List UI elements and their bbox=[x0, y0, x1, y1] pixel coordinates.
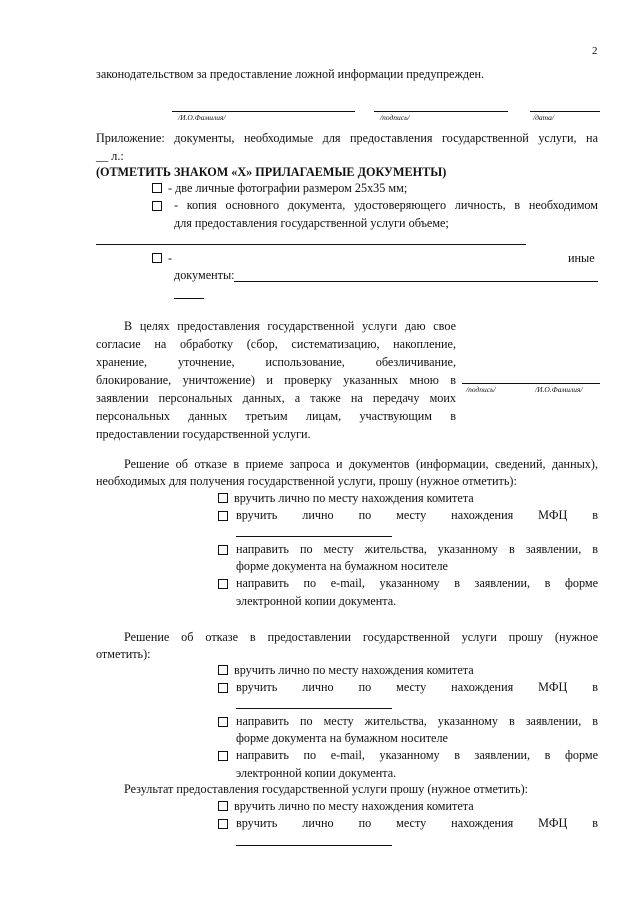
mfc-word-2: лично bbox=[302, 508, 334, 522]
s2-option-email[interactable] bbox=[218, 748, 234, 765]
s3-checkbox-mfc[interactable] bbox=[218, 819, 228, 829]
mfc-word-4: месту bbox=[396, 508, 427, 522]
checkbox-photos[interactable] bbox=[152, 183, 162, 193]
s2-option-post-line-1: направить по месту жительства, указанному в заявлении, в bbox=[236, 714, 598, 728]
mfc-word-6: МФЦ bbox=[538, 816, 568, 830]
fio-signature-line bbox=[172, 111, 355, 112]
s3-option-mfc-label bbox=[236, 815, 598, 832]
mfc-word-5: нахождения bbox=[451, 508, 514, 522]
consent-line-5: заявлении персональных данных, а также на передачу моих bbox=[96, 391, 456, 405]
attachment-line-2: __ л.: bbox=[96, 149, 124, 163]
s3-option-committee[interactable] bbox=[218, 798, 474, 815]
intro-line: законодательством за предоставление ложной информации предупрежден. bbox=[96, 67, 485, 81]
mfc-word-2: лично bbox=[302, 680, 334, 694]
other-docs-line-2 bbox=[174, 298, 204, 299]
date-caption: /дата/ bbox=[533, 113, 554, 122]
date-signature-line bbox=[530, 111, 600, 112]
consent-line-1: В целях предоставления государственной услуги даю свое bbox=[124, 319, 456, 333]
s1-option-email[interactable] bbox=[218, 576, 234, 593]
s3-option-mfc[interactable] bbox=[218, 816, 234, 833]
section1-line-1: Решение об отказе в приеме запроса и документов (информации, сведений, данных), bbox=[124, 457, 598, 471]
section2-line-1: Решение об отказе в предоставлении государственной услуги прошу (нужное bbox=[124, 630, 598, 644]
mfc-word-5: нахождения bbox=[451, 680, 514, 694]
s1-checkbox-email[interactable] bbox=[218, 579, 228, 589]
s1-checkbox-post[interactable] bbox=[218, 545, 228, 555]
s2-option-email-line-2: электронной копии документа. bbox=[236, 766, 397, 780]
s2-option-committee[interactable] bbox=[218, 662, 474, 679]
attachment-item-id-copy[interactable] bbox=[152, 198, 168, 215]
s2-checkbox-committee[interactable] bbox=[218, 665, 228, 675]
s1-option-post-line-2: форме документа на бумажном носителе bbox=[236, 559, 448, 573]
mfc-word-5: нахождения bbox=[451, 816, 514, 830]
s1-option-mfc[interactable] bbox=[218, 508, 234, 525]
s1-option-email-line-1: направить по e-mail, указанному в заявлении, в форме bbox=[236, 576, 598, 590]
s1-option-committee[interactable] bbox=[218, 490, 474, 507]
attachment-item-other-word: иные bbox=[568, 251, 595, 265]
other-docs-line bbox=[234, 281, 598, 282]
consent-line-6: персональных данных третьим лицам, участвующим в bbox=[96, 409, 456, 423]
checkbox-other[interactable] bbox=[152, 253, 162, 263]
consent-line-3: хранение, уточнение, использование, обезличивание, bbox=[96, 355, 456, 369]
attachment-blank-line bbox=[96, 244, 526, 245]
s1-option-email-line-2: электронной копии документа. bbox=[236, 594, 397, 608]
s2-checkbox-email[interactable] bbox=[218, 751, 228, 761]
s2-option-mfc-label bbox=[236, 679, 598, 696]
mfc-word-1: вручить bbox=[236, 508, 278, 522]
s3-option-committee-label: вручить лично по месту нахождения комитета bbox=[234, 799, 474, 813]
checkbox-id-copy[interactable] bbox=[152, 201, 162, 211]
s2-option-email-line-1: направить по e-mail, указанному в заявлении, в форме bbox=[236, 748, 598, 762]
fio-caption: /И.О.Фамилия/ bbox=[178, 113, 226, 122]
sign-caption: /подпись/ bbox=[380, 113, 410, 122]
mfc-word-3: по bbox=[358, 508, 372, 522]
mfc-word-4: месту bbox=[396, 680, 427, 694]
mfc-word-3: по bbox=[358, 680, 372, 694]
s1-option-committee-label: вручить лично по месту нахождения комитета bbox=[234, 491, 474, 505]
attachment-line-1: Приложение: документы, необходимые для предоставления государственной услуги, на bbox=[96, 131, 598, 145]
s1-option-post[interactable] bbox=[218, 542, 234, 559]
section2-line-2: отметить): bbox=[96, 647, 151, 661]
consent-line-7: предоставлении государственной услуги. bbox=[96, 427, 311, 441]
s2-option-post[interactable] bbox=[218, 714, 234, 731]
mfc-word-1: вручить bbox=[236, 816, 278, 830]
page-number: 2 bbox=[592, 45, 598, 57]
attachment-item-other-docs: документы: bbox=[174, 268, 235, 282]
s2-checkbox-post[interactable] bbox=[218, 717, 228, 727]
s1-checkbox-mfc[interactable] bbox=[218, 511, 228, 521]
attachment-item-id-copy-line-1: - копия основного документа, удостоверяющего личность, в необходимом bbox=[174, 198, 598, 212]
s2-checkbox-mfc[interactable] bbox=[218, 683, 228, 693]
s3-checkbox-committee[interactable] bbox=[218, 801, 228, 811]
attachment-item-other-dash: - bbox=[168, 251, 173, 265]
mfc-word-2: лично bbox=[302, 816, 334, 830]
s2-option-committee-label: вручить лично по месту нахождения комитета bbox=[234, 663, 474, 677]
mfc-word-7: в bbox=[592, 680, 598, 694]
consent-signature-line bbox=[462, 383, 600, 384]
attachment-item-photos[interactable] bbox=[152, 180, 407, 197]
attachment-item-photos-label: - две личные фотографии размером 25х35 мм; bbox=[168, 181, 408, 195]
s1-option-post-line-1: направить по месту жительства, указанному в заявлении, в bbox=[236, 542, 598, 556]
s1-option-mfc-label bbox=[236, 507, 598, 524]
s3-mfc-blank-line bbox=[236, 845, 392, 846]
consent-fio-caption: /И.О.Фамилия/ bbox=[535, 385, 583, 394]
mfc-word-6: МФЦ bbox=[538, 508, 568, 522]
consent-line-4: блокирование, уничтожение) и проверку указанных мною в bbox=[96, 373, 456, 387]
attachment-item-id-copy-line-2: для предоставления государственной услуги объеме; bbox=[174, 216, 449, 230]
mfc-word-7: в bbox=[592, 508, 598, 522]
s2-mfc-blank-line bbox=[236, 708, 392, 709]
attachment-item-other[interactable] bbox=[152, 250, 172, 267]
mfc-word-3: по bbox=[358, 816, 372, 830]
attachment-heading: (ОТМЕТИТЬ ЗНАКОМ «Х» ПРИЛАГАЕМЫЕ ДОКУМЕНТЫ) bbox=[96, 165, 447, 179]
mfc-word-7: в bbox=[592, 816, 598, 830]
sign-signature-line bbox=[374, 111, 508, 112]
s2-option-post-line-2: форме документа на бумажном носителе bbox=[236, 731, 448, 745]
s1-mfc-blank-line bbox=[236, 536, 392, 537]
section1-line-2: необходимых для получения государственной услуги, прошу (нужное отметить): bbox=[96, 474, 517, 488]
s2-option-mfc[interactable] bbox=[218, 680, 234, 697]
consent-sign-caption: /подпись/ bbox=[466, 385, 496, 394]
mfc-word-6: МФЦ bbox=[538, 680, 568, 694]
section3-line-1: Результат предоставления государственной услуги прошу (нужное отметить): bbox=[124, 782, 529, 796]
mfc-word-1: вручить bbox=[236, 680, 278, 694]
s1-checkbox-committee[interactable] bbox=[218, 493, 228, 503]
mfc-word-4: месту bbox=[396, 816, 427, 830]
consent-line-2: согласие на обработку (сбор, систематизацию, накопление, bbox=[96, 337, 456, 351]
